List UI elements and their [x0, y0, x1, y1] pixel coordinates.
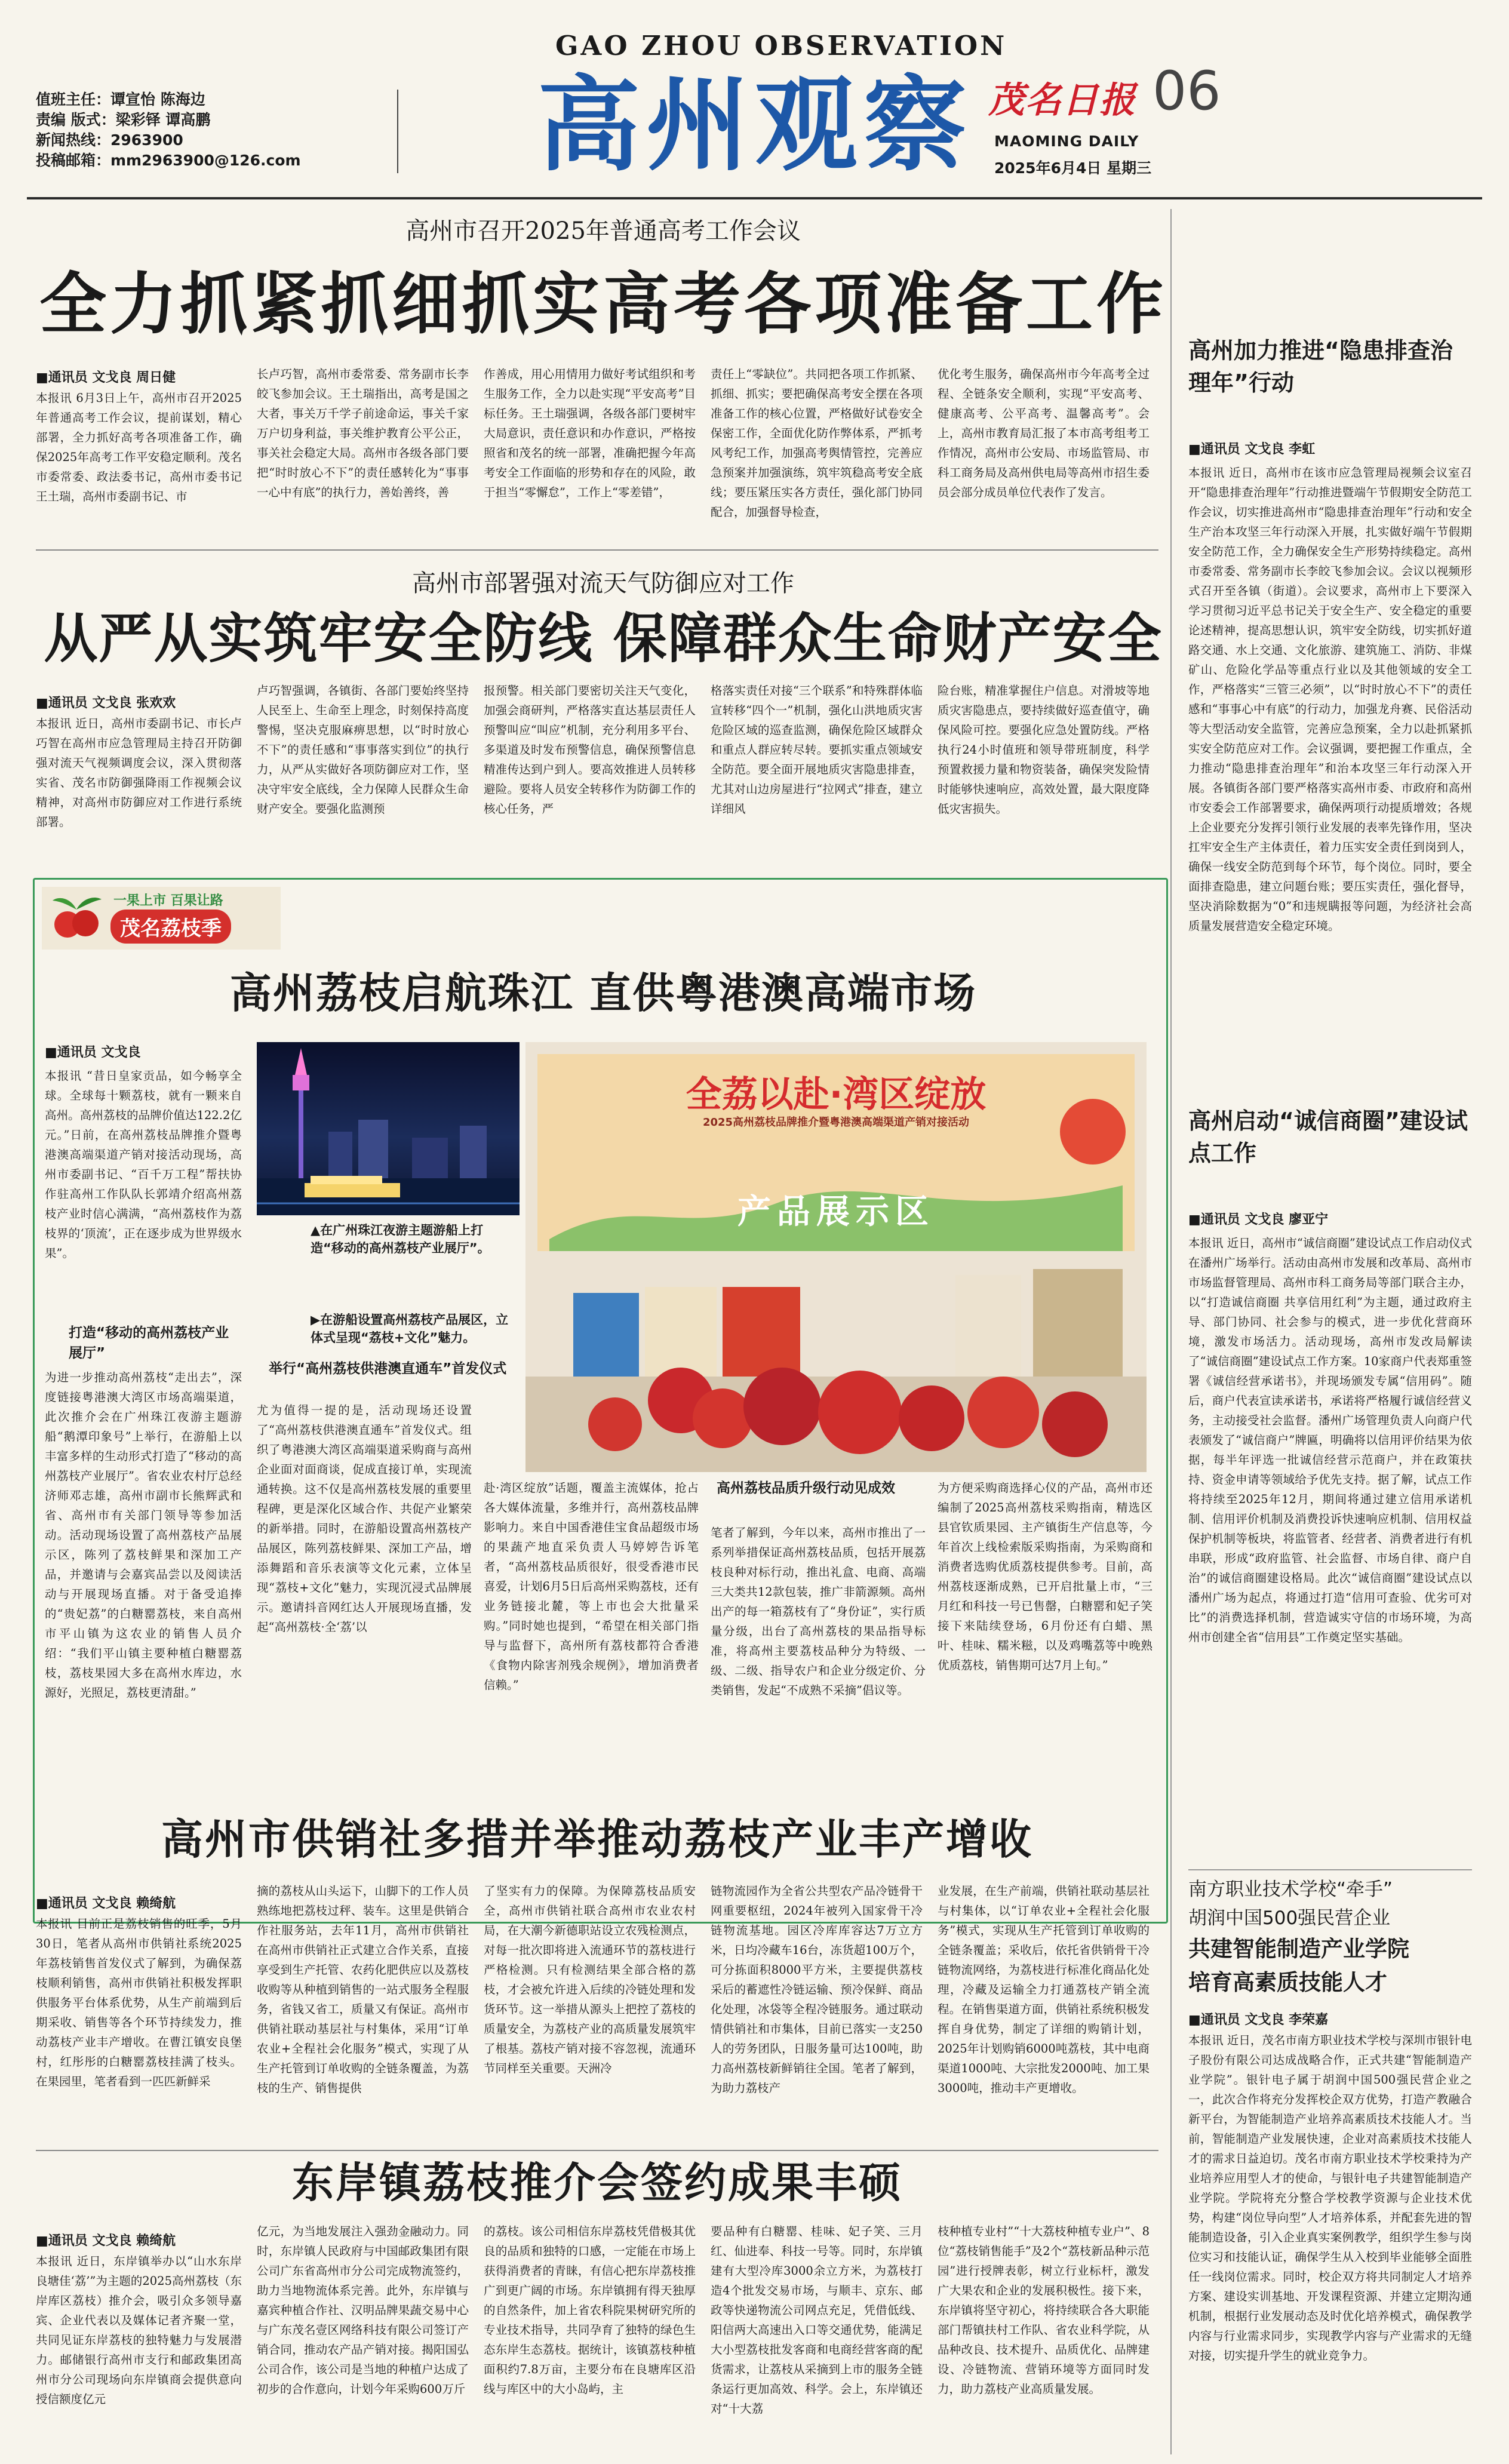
email: 投稿邮箱：mm2963900@126.com	[36, 152, 301, 169]
a2-headline: 从严从实筑牢安全防线 保障群众生命财产安全	[44, 607, 1163, 670]
banner-tagline: 一果上市 百果让路	[113, 893, 223, 908]
lychee-subhead-2: 举行“高州荔枝供港澳直通车”首发仪式	[269, 1361, 507, 1377]
b2-col-2: 亿元，为当地发展注入强劲金融动力。同时，东岸镇人民政府与中国邮政集团有限公司广东省高州市分公司完成物流签约，助力当地物流体系完善。此外，东岸镇与嘉宾种植合作社、汉明品牌果蔬交易中心与广东茂名壹区网络科技有限公司签订产销合同，推动农产品产销对接。揭阳国弘公司合作，该公司是当地的种植户达成了初步的合作意向，计划今年采购600万斤	[257, 2225, 469, 2396]
a2-col-5: 险台账，精准掌握住户信息。对滑坡等地质灾害隐患点，要持续做好巡查值守，确保风险可控。要强化应急处置防线。严格执行24小时值班和领导带班制度，科学预置救援力量和物资装备，确保突发险情时能够快速响应，高效处置，最大限度降低灾害损失。	[938, 684, 1150, 816]
a2-col-3: 报预警。相关部门要密切关注天气变化，加强会商研判，严格落实直达基层责任人预警叫应“叫应”机制，充分利用多平台、多渠道及时发布预警信息，确保预警信息精准传达到户到人。要高效推进人员转移避险。要将人员安全转移作为防御工作的核心任务，严	[484, 684, 696, 816]
photo-night-cruise	[257, 1042, 520, 1215]
a1-headline: 全力抓紧抓细抓实高考各项准备工作	[39, 266, 1167, 343]
b1-col-4: 链物流园作为全省公共型农产品冷链骨干网重要枢纽，2024年被列入国家骨干冷链物流基地。园区冷库库容达7万立方米，日均冷藏车16台，冻货超100万个，可分拣面积8000平方米，主要提供荔枝采后的蓄遮性冷链运输、预冷保鲜、商品化处理，冰袋等全程冷链服务。通过联动情供销社和市集体，目前已落实一支250人的劳务团队，日服务量可达100吨，助力高州荔枝新鲜销往全国。笔者了解到，为助力荔枝产	[711, 1884, 923, 2095]
lychee-col-4: 笔者了解到，今年以来，高州市推出了一系列举措保证高州荔枝品质，包括开展荔枝良种对标行动，推出礼盒、电商、高端三大类共12款包装，推广非箭源频。高州出产的每一箱荔枝有了“身份证”，实行质量分级，出台了高州荔枝的果品指导标准，将高州主要荔枝品种分为特级、一级、二级、指导农户和企业分级定价、分类销售，发起“不成熟不采摘”倡议等。	[711, 1526, 926, 1697]
lychee-icon	[47, 889, 106, 948]
lychee-subhead-1: 打造“移动的高州荔枝产业展厅”	[69, 1325, 229, 1361]
a2-col-4: 格落实责任对接“三个联系”和特殊群体临宣转移“四个一”机制，强化山洪地质灾害危险区域的巡查监测，确保危险区域群众和重点人群应转尽转。要抓实重点领域安全防范。要全面开展地质灾害隐患排查，尤其对山边房屋进行“拉网式”排查，建立详细风	[711, 684, 923, 816]
lychee-subhead-3: 高州荔枝品质升级行动见成效	[717, 1480, 895, 1496]
lychee-col-1: 本报讯 “昔日皇家贡品，如今畅享全球。全球每十颗荔枝，就有一颗来自高州。高州荔枝的品牌价值达122.2亿元。”日前，在高州荔枝品牌推介暨粤港澳高端渠道产销对接活动现场，高州市委副书记、“百千万工程”帮扶协作驻高州工作队队长郭靖介绍高州荔枝产业时信心满满，“高州荔枝作为荔枝界的‘顶流’，正在逐步成为世界级水果”。	[45, 1069, 242, 1260]
b2-byline: ■通讯员 文戈良 赖绮航	[36, 2233, 176, 2248]
masthead-rule	[27, 197, 1482, 199]
a2-kicker: 高州市部署强对流天气防御应对工作	[412, 570, 794, 597]
caption-product-area: ▶在游船设置高州荔枝产品展区，立体式呈现“荔枝+文化”魅力。	[311, 1313, 509, 1345]
event-banner-title: 全荔以赴·湾区绽放	[686, 1074, 986, 1116]
side1-byline: ■通讯员 文戈良 李虹	[1188, 442, 1316, 457]
b1-col-1: 本报讯 目前正是荔枝销售的旺季，5月30日，笔者从高州市供销社系统2025年荔枝销售首发仪式了解到，为确保荔枝顺利销售，高州市供销社积极发挥职供服务平台体系优势，从生产前端到后期采收、销售等各个环节持续发力，推动荔枝产业丰产增收。在曹江镇安良堡村，红彤彤的白糖罂荔枝挂满了枝头。在果园里，笔者看到一匹匹新鲜采	[36, 1917, 242, 2088]
section-title: 高州观察	[537, 65, 972, 185]
sidebar-divider	[1170, 209, 1172, 2454]
a1-col-4: 责任上“零缺位”。共同把各项工作抓紧、抓细、抓实；要把确保高考安全摆在各项准备工作的核心位置，严格做好试卷安全保密工作，全面优化防作弊体系，严抓考风考纪工作，加强高考舆情管控，完善应急预案并加强演练，筑牢筑稳高考安全底线；要压紧压实各方责任，强化部门协同配合，加强督导检查，	[711, 367, 923, 519]
a1-col-3: 作善成，用心用情用力做好考试组织和考生服务工作，全力以赴实现“平安高考”目标任务。王土瑞强调，各级各部门要树牢大局意识，责任意识和办作意识，严格按照省和茂名的统一部署，准确把握今年高考安全工作面临的形势和存在的风险，敢于担当“零懈怠”，工作上“零差错”，	[484, 367, 696, 499]
side3-title-line3: 共建智能制造产业学院	[1188, 1936, 1409, 1962]
side3-title	[1188, 1875, 1472, 1999]
a1-col-1: 本报讯 6月3日上午，高州市召开2025年普通高考工作会议，提前谋划，精心部署，全力抓好高考各项准备工作，确保2025年高考工作平安稳定顺利。茂名市委常委、政法委书记，高州市委书记王土瑞，高州市委副书记、市	[36, 391, 242, 503]
event-banner-sign: 产品展示区	[737, 1193, 935, 1231]
a2-col-2: 卢巧智强调，各镇街、各部门要始终坚持人民至上、生命至上理念，时刻保持高度警惕，坚决克服麻痹思想，以“时时放心不下”的责任感和“事事落实到位”的执行力，从严从实做好各项防御应对工作，坚决守牢安全底线，全力保障人民群众生命财产安全。要强化监测预	[257, 684, 469, 816]
side3-title-line4: 培育高素质技能人才	[1188, 1970, 1387, 1995]
side1-title: 高州加力推进“隐患排查治理年”行动	[1188, 337, 1453, 396]
lychee-col-1b: 为进一步推动高州荔枝“走出去”，深度链接粤港澳大湾区市场高端渠道，此次推介会在广州珠江夜游主题游船“鹅潭印象号”上举行，在游船上以丰富多样的生动形式打造了“移动的高州荔枝产业展厅”。省农业农村厅总经济师邓志雄，高州市副市长熊辉武和省、高州市有关部门领导等参加活动。活动现场设置了高州荔枝产品展示区，陈列了荔枝鲜果和深加工产品，并邀请与会嘉宾品尝以及阅读活动与开展现场直播。对于备受追捧的“贵妃荔”的白糖罂荔枝，来自高州市平山镇为这农业的销售人员介绍：“我们平山镇主要种植白糖罂荔枝，荔枝果园大多在高州水库边，水源好，光照足，荔枝更清甜。”	[45, 1371, 242, 1700]
a2-col-1: 本报讯 近日，高州市委副书记、市长卢巧智在高州市应急管理局主持召开防御强对流天气视频调度会议，深入贯彻落实省、茂名市防御强降雨工作视频会议精神，对高州市防御应对工作进行系统部署。	[36, 717, 242, 829]
side3-top-rule	[1188, 1869, 1472, 1870]
a1-bottom-rule	[36, 549, 1158, 551]
b1-bottom-rule	[36, 2150, 1158, 2151]
side1-body: 本报讯 近日，高州市在该市应急管理局视频会议室召开“隐患排查治理年”行动推进暨端午节假期安全防范工作会议，切实推进高州市“隐患排查治理年”行动和安全生产治本攻坚三年行动深入开展，扎实做好端午节假期安全防范工作，全力确保安全生产形势持续稳定。高州市委常委、常务副市长李皎飞参加会议。会议以视频形式召开至各镇（街道）。会议要求，高州市上下要深入学习贯彻习近平总书记关于安全生产、安全稳定的重要论述精神，提高思想认识，筑牢安全防线，切实抓好道路交通、水上交通、文化旅游、建筑施工、消防、非煤矿山、危险化学品等重点行业以及其他领域的安全工作，严格落实“三管三必须”，以“时时放心不下”的责任感和“事事心中有底”的行动力，加强龙舟赛、民俗活动等大型活动安全监管，完善应急预案，全力以赴抓紧抓实安全防范应对工作。会议强调，要把握工作重点，全力推动“隐患排查治理年”和治本攻坚三年行动深入开展。各镇街各部门要严格落实高州市委、市政府和高州市安委会工作部署要求，确保两项行动提质增效；各规上企业要充分发挥引领行业发展的表率先锋作用，坚决扛牢安全生产主体责任，着力压实安全责任到岗到人，确保一线安全防范到每个环节，每个岗位。同时，要全面排查隐患，建立问题台账；要压实责任，强化督导，坚决消除数据为“0”和违规瞒报等问题，为经济社会高质量发展营造安全稳定环境。	[1188, 466, 1472, 933]
b2-col-1: 本报讯 近日，东岸镇举办以“山水东岸 良塘佳‘荔’”为主题的2025高州荔枝（东岸库区荔枝）推介会，吸引众多领导嘉宾、企业代表以及媒体记者齐聚一堂，共同见证东岸荔枝的独特魅力与发展潜力。邮储银行高州市支行和邮政集团高州市分公司现场向东岸镇商会提供意向授信额度亿元	[36, 2254, 242, 2406]
a1-byline: ■通讯员 文戈良 周日健	[36, 370, 176, 385]
photo-lychee-display	[525, 1042, 1147, 1472]
a1-kicker: 高州市召开2025年普通高考工作会议	[405, 217, 801, 245]
b1-col-3: 了坚实有力的保障。为保障荔枝品质安全，高州市供销社联合高州市农业农村局，在大潮今新德职站设立农残检测点，对每一批次即将进入流通环节的荔枝进行严格检测。只有检测结果全部合格的荔枝，才会被允许进入后续的冷链处理和发货环节。这一举措从源头上把控了荔枝的质量安全，为荔枝产业的高质量发展筑牢了根基。荔枝产销对接不容忽视，流通环节同样至关重要。天洲冷	[484, 1884, 696, 2075]
b1-headline: 高州市供销社多措并举推动荔枝产业丰产增收	[161, 1815, 1033, 1864]
event-banner-subtitle: 2025高州荔枝品牌推介暨粤港澳高端渠道产销对接活动	[702, 1116, 970, 1129]
a1-col-2: 长卢巧智，高州市委常委、常务副市长李皎飞参加会议。王土瑞指出，高考是国之大者，事关万千学子前途命运，事关千家万户切身利益，事关维护教育公平公正，事关社会稳定大局。高州市各级各部门要把“时时放心不下”的责任感转化为“事事一心中有底”的执行力，善始善终，善	[257, 367, 469, 499]
paper-english: MAOMING DAILY	[994, 133, 1139, 150]
a1-col-5: 优化考生服务，确保高州市今年高考全过程、全链条安全顺利，实现“平安高考、健康高考、公平高考、温馨高考”。会上，高州市教育局汇报了本市高考组考工作情况，高州市公安局、市场监管局、市科工商务局及高州供电局等高州市招生委员会部分成员单位代表作了发言。	[938, 367, 1150, 499]
side3-body: 本报讯 近日，茂名市南方职业技术学校与深圳市银针电子股份有限公司达成战略合作，正式共建“智能制造产业学院”。银针电子属于胡润中国500强民营企业之一，此次合作将充分发挥校企双方优势，打造产教融合新平台，为智能制造产业培养高素质技术技能人才。当前，智能制造产业发展快速，企业对高素质技术技能人才的需求日益迫切。茂名市南方职业技术学校秉持为产业培养应用型人才的使命，与银针电子共建智能制造产业学院。学院将充分整合学校教学资源与企业技术优势，构建“岗位导向型”人才培养体系，并配套先进的智能制造设备，引入企业真实案例教学，组织学生参与岗位实习和技能认证，确保学生从入校到毕业能够全面胜任一线岗位需求。同时，校企双方将共同制定人才培养方案、建设实训基地、开发课程资源、并建立定期沟通机制，根据行业发展动态及时优化培养模式，确保教学内容与行业需求同步，实现教学内容与产业需求的无缝对接，切实提升学生的就业竞争力。	[1188, 2033, 1472, 2362]
editor-line: 值班主任：谭宣怡 陈海边	[36, 91, 205, 108]
side3-title-line1: 南方职业技术学校“牵手”	[1188, 1879, 1393, 1900]
masthead-credits	[36, 90, 370, 171]
b2-col-3: 的荔枝。该公司相信东岸荔枝凭借极其优良的品质和独特的口感，一定能在市场上获得消费者的青睐，有信心把东岸荔枝推广到更广阔的市场。东岸镇拥有得天独厚的自然条件，加上省农科院果树研究所的专业技术指导，共同孕育了独特的绿色生态东岸生态荔枝。据统计，该镇荔枝种植面积约7.8万亩，主要分布在良塘库区沿线与库区中的大小岛屿，主	[484, 2225, 696, 2396]
b1-col-5: 业发展，在生产前端，供销社联动基层社与村集体，以“订单农业+全程社会化服务”模式，实现从生产托管到订单收购的全链条覆盖；采收后，依托省供销骨干冷链物流网络，为荔枝进行标准化商品化处理，冷藏及运输全力打通荔枝产销全流程。在销售渠道方面，供销社系统积极发挥自身优势，制定了详细的购销计划，2025年计划购销6000吨荔枝，其中电商渠道1000吨、大宗批发2000吨、加工果3000吨，推动丰产更增收。	[938, 1884, 1150, 2095]
page-number: 06	[1153, 60, 1221, 122]
side2-body: 本报讯 近日，高州市“诚信商圈”建设试点工作启动仪式在潘州广场举行。活动由高州市发展和改革局、高州市市场监督管理局、高州市科工商务局等部门联合主办，以“打造诚信商圈 共享信用红利”为主题，通过政府主导、部门协同、社会参与的模式，进一步优化营商环境，激发市场活力。活动现场，高州市发改局解读了“诚信商圈”建设试点工作方案。10家商户代表郑重签署《诚信经营承诺书》，并现场颁发专属“信用码”。随后，商户代表宣读承诺书，承诺将严格履行诚信经营义务，主动接受社会监督。潘州广场管理负责人向商户代表颁发了“诚信商户”牌匾，明确将以信用评价结果为依据，每半年评选一批诚信经营示范商户，并在政策扶持、资金申请等领域给予优先支持。据了解，试点工作将持续至2025年12月，期间将通过建立信用承诺机制、信用评价机制及消费投诉快速响应机制、信用权益保护机制等板块，将监管者、经营者、消费者进行有机串联，形成“政府监管、社会监督、市场自律、商户自治”的诚信商圈建设格局。此次“诚信商圈”建设试点以潘州广场为起点，将通过打造“信用可查验、优劣可对比”的消费选择机制，营造诚实守信的市场环境，为高州市创建全省“信用县”工作奠定坚实基础。	[1188, 1236, 1472, 1644]
banner-title: 茂名荔枝季	[110, 910, 231, 944]
editor-line-2: 责编 版式：梁彩铎 谭高鹏	[36, 111, 211, 128]
paper-logo: 茂名日报	[988, 79, 1136, 121]
issue-date: 2025年6月4日 星期三	[994, 159, 1152, 177]
lychee-col-5: 为方便采购商选择心仪的产品，高州市还编制了2025高州荔枝采购指南，精选区县官钦质果园、主产镇街生产信息等，今年首次上线检索版采购指南，为采购商和消费者选购优质荔枝提供参考。目前，高州荔枝逐渐成熟，已开启批量上市，“三月红和科技一号已售罄，白糖罂和妃子笑接下来陆续登场，6月份还有白蜡、黑叶、桂味、糯米糍，以及鸡嘴荔等中晚熟优质荔枝，销售期可达7月上旬。”	[938, 1481, 1153, 1672]
lychee-col-2: 尤为值得一提的是，活动现场还设置了“高州荔枝供港澳直通车”首发仪式。组织了粤港澳大湾区高端渠道采购商与高州企业面对面商谈，促成直接订单，实现流通转换。这不仅是高州荔枝发展的重要里程碑，更是深化区域合作、共促产业繁荣的新举措。同时，在游船设置高州荔枝产品展区，陈列荔枝鲜果、深加工产品，增添舞蹈和音乐表演等文化元素，立体呈现“荔枝+文化”魅力，实现沉浸式品牌展示。邀请抖音网红达人开展现场直播，发起“高州荔枝·全‘荔’以	[257, 1403, 472, 1634]
b1-col-2: 摘的荔枝从山头运下，山脚下的工作人员熟练地把荔枝过秤、装车。这里是供销合作社服务站，去年11月，高州市供销社在高州市供销社正式建立合作关系，直接享受到生产托管、农药化肥供应以及荔枝收购等从种植到销售的一站式服务全程服务，省钱又省工，质量又有保证。高州市供销社联动基层社与村集体，采用“订单农业+全程社会化服务”模式，实现了从生产托管到订单收购的全链条覆盖，为荔枝的生产、销售提供	[257, 1884, 469, 2095]
section-pinyin: GAO ZHOU OBSERVATION	[555, 30, 1007, 62]
b2-col-4: 要品种有白糖罂、桂味、妃子笑、三月红、仙进奉、科技一号等。同时，东岸镇建有大型冷库3000余立方米，为荔枝打造4个批发交易市场，与顺丰、京东、邮政等快递物流公司网点充足，凭借低线、阳信两大高速出入口等交通优势，能满足大小型荔枝批发客商和电商经营客商的配货需求，让荔枝从采摘到上市的服务全链条运行更加高效、科学。会上，东岸镇还对“十大荔	[711, 2225, 923, 2416]
masthead-divider	[397, 90, 398, 173]
lychee-headline: 高州荔枝启航珠江 直供粤港澳高端市场	[229, 969, 977, 1018]
side3-title-line2: 胡润中国500强民营企业	[1188, 1907, 1391, 1929]
side2-title: 高州启动“诚信商圈”建设试点工作	[1188, 1108, 1468, 1166]
caption-night-cruise: ▲在广州珠江夜游主题游船上打造“移动的高州荔枝产业展厅”。	[311, 1223, 490, 1255]
b2-col-5: 枝种植专业村”“十大荔枝种植专业户”、8位“荔枝销售能手”及2个“荔枝新品种示范园”进行授牌表彰，树立行业标杆，激发广大果农和企业的发展积极性。接下来，东岸镇将坚守初心，将持续联合各大职能部门帮镇扶村工作队、省农业科学院，从品种改良、技术提升、品质优化、品牌建设、冷链物流、营销环境等方面同时发力，助力荔枝产业高质量发展。	[938, 2225, 1150, 2396]
side3-byline: ■通讯员 文戈良 李荣嘉	[1188, 2013, 1329, 2027]
hotline: 新闻热线：2963900	[36, 131, 183, 149]
b1-byline: ■通讯员 文戈良 赖绮航	[36, 1896, 176, 1911]
b2-headline: 东岸镇荔枝推介会签约成果丰硕	[292, 2158, 902, 2207]
a2-byline: ■通讯员 文戈良 张欢欢	[36, 696, 176, 711]
lychee-col-3: 赴·湾区绽放”话题，覆盖主流媒体，抢占各大媒体流量，多维并行，高州荔枝品牌影响力。来自中国香港佳宝食品超级市场的果蔬产地直采负责人马婷婷告诉笔者，“高州荔枝品质很好，很受香港市民喜爱，计划6月5日后高州采购荔枝，还有业务链接北麓，等上市也会大批量采购。”同时她也提到，“希望在相关部门指导与监督下，高州所有荔枝都符合香港《食物内除害剂残余规例》，增加消费者信赖。”	[484, 1481, 699, 1692]
lychee-byline: ■通讯员 文戈良	[45, 1045, 141, 1060]
side2-byline: ■通讯员 文戈良 廖亚宁	[1188, 1212, 1329, 1227]
lychee-banner	[42, 887, 281, 950]
